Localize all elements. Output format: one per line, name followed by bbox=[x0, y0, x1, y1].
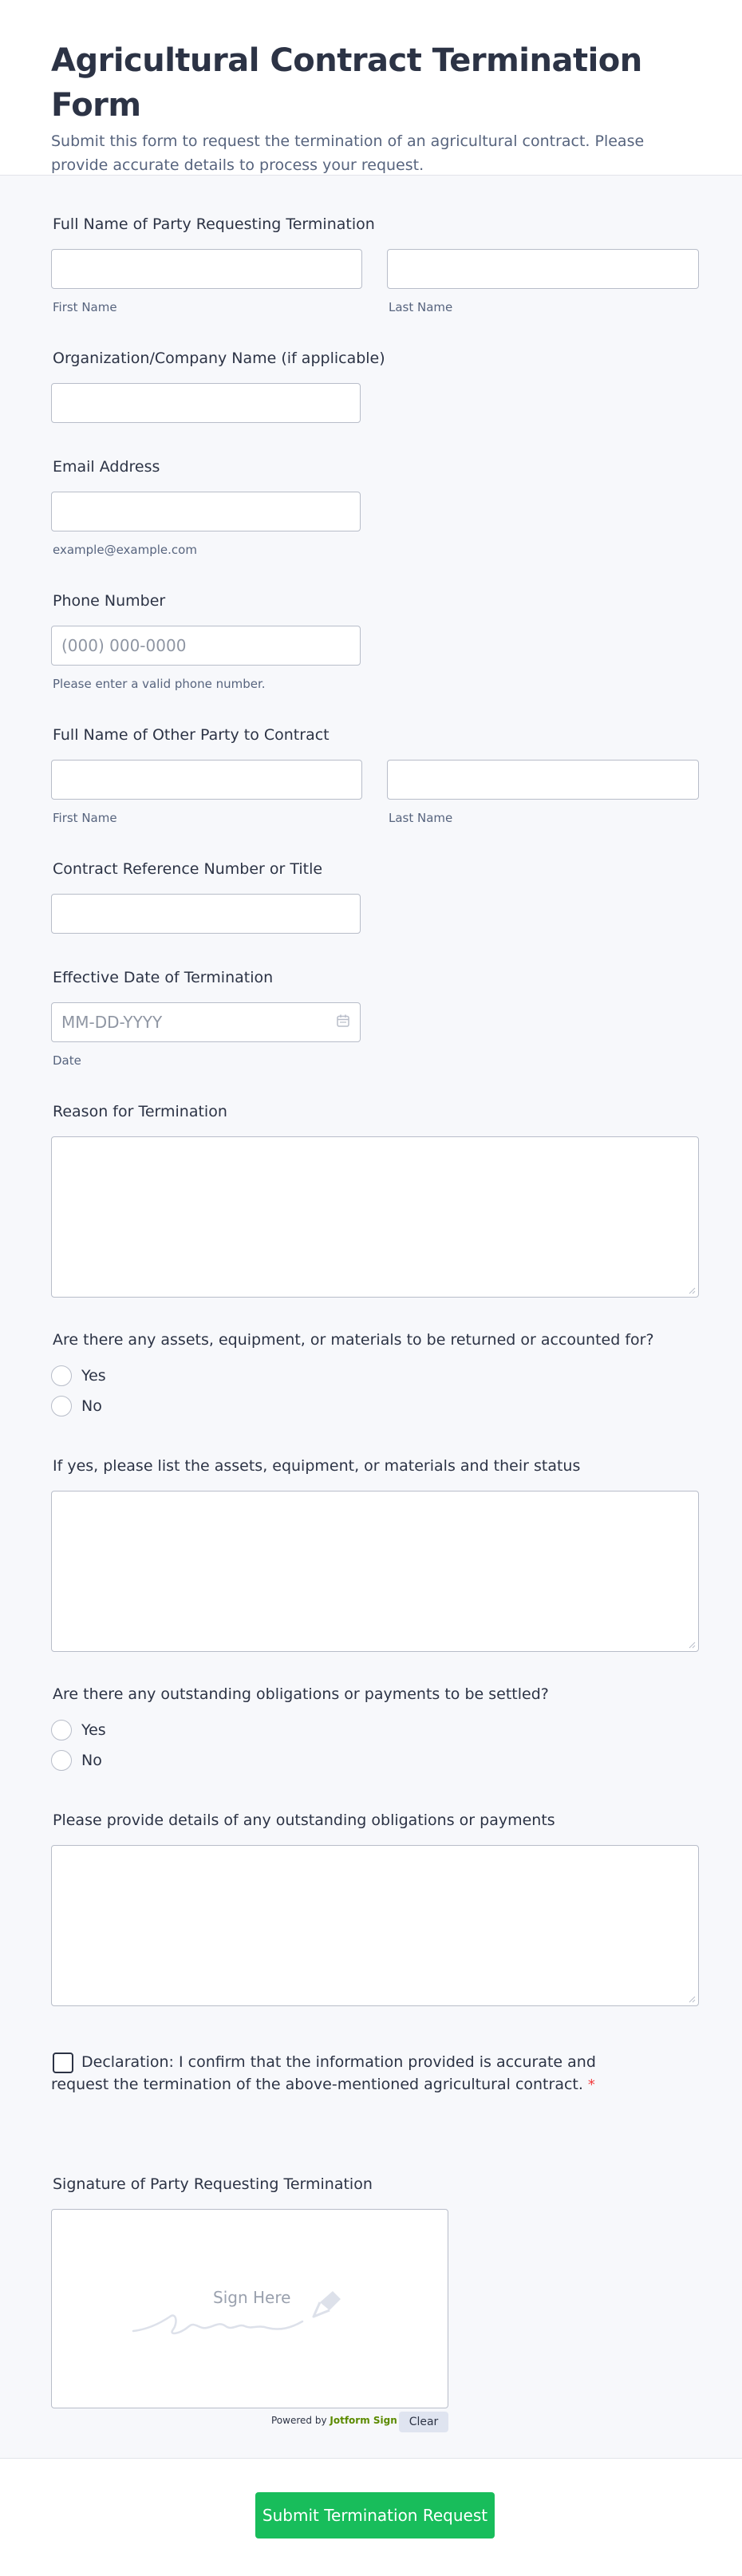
form-header bbox=[0, 0, 742, 176]
powered-prefix: Powered by bbox=[271, 2415, 327, 2426]
contract-ref-input[interactable] bbox=[51, 894, 361, 934]
requesting-last-name-sublabel: Last Name bbox=[389, 300, 453, 314]
form-title: Agricultural Contract Termination Form bbox=[51, 42, 642, 124]
declaration-line-2: request the termination of the above-mentioned agricultural contract. bbox=[51, 2076, 583, 2093]
resize-grip-icon[interactable] bbox=[689, 1642, 696, 1649]
obligations-yes-option[interactable] bbox=[51, 1720, 106, 1740]
reason-textarea[interactable] bbox=[51, 1136, 699, 1298]
obligations-yes-radio[interactable] bbox=[51, 1720, 72, 1740]
requesting-party-label: Full Name of Party Requesting Termination bbox=[53, 215, 375, 233]
obligations-no-radio[interactable] bbox=[51, 1750, 72, 1771]
effective-date-placeholder: MM-DD-YYYY bbox=[61, 1013, 163, 1032]
requesting-first-name-input[interactable] bbox=[51, 249, 362, 289]
form-subtitle: Submit this form to request the termination of an agricultural contract. Please provide accurate details to process your request. bbox=[51, 132, 645, 174]
obligations-no-option[interactable] bbox=[51, 1750, 102, 1771]
declaration-text bbox=[51, 2051, 610, 2096]
form-footer bbox=[0, 2458, 742, 2576]
effective-date-input[interactable] bbox=[51, 1002, 361, 1042]
other-first-name-input[interactable] bbox=[51, 760, 362, 800]
resize-grip-icon[interactable] bbox=[689, 1287, 696, 1294]
phone-label: Phone Number bbox=[53, 592, 166, 610]
assets-question-label: Are there any assets, equipment, or materials to be returned or accounted for? bbox=[53, 1331, 654, 1349]
signature-pad[interactable] bbox=[51, 2209, 448, 2408]
organization-label: Organization/Company Name (if applicable) bbox=[53, 350, 385, 367]
reason-label: Reason for Termination bbox=[53, 1103, 227, 1120]
requesting-first-name-sublabel: First Name bbox=[53, 300, 117, 314]
other-first-name-sublabel: First Name bbox=[53, 811, 117, 825]
other-last-name-input[interactable] bbox=[387, 760, 699, 800]
calendar-icon[interactable] bbox=[336, 1013, 350, 1032]
obligations-yes-label: Yes bbox=[81, 1721, 106, 1739]
obligations-details-label: Please provide details of any outstanding obligations or payments bbox=[53, 1811, 555, 1829]
signature-label: Signature of Party Requesting Termination bbox=[53, 2175, 373, 2193]
assets-yes-option[interactable] bbox=[51, 1365, 106, 1386]
organization-input[interactable] bbox=[51, 383, 361, 423]
phone-sublabel: Please enter a valid phone number. bbox=[53, 677, 266, 691]
assets-yes-radio[interactable] bbox=[51, 1365, 72, 1386]
email-input[interactable] bbox=[51, 492, 361, 531]
contract-ref-label: Contract Reference Number or Title bbox=[53, 860, 323, 878]
jotform-sign-brand[interactable]: Jotform Sign bbox=[330, 2415, 397, 2426]
email-sublabel: example@example.com bbox=[53, 543, 197, 557]
assets-list-label: If yes, please list the assets, equipment, or materials and their status bbox=[53, 1457, 581, 1475]
requesting-last-name-input[interactable] bbox=[387, 249, 699, 289]
assets-yes-label: Yes bbox=[81, 1367, 106, 1385]
resize-grip-icon[interactable] bbox=[689, 1996, 696, 2003]
signature-scribble-icon bbox=[132, 2282, 363, 2345]
other-last-name-sublabel: Last Name bbox=[389, 811, 453, 825]
obligations-question-label: Are there any outstanding obligations or payments to be settled? bbox=[53, 1685, 549, 1703]
other-party-label: Full Name of Other Party to Contract bbox=[53, 726, 330, 744]
obligations-no-label: No bbox=[81, 1752, 102, 1769]
signature-placeholder: Sign Here bbox=[213, 2288, 291, 2307]
clear-signature-button[interactable]: Clear bbox=[399, 2412, 448, 2432]
declaration-line-1: Declaration: I confirm that the information provided is accurate and bbox=[81, 2053, 596, 2071]
assets-no-label: No bbox=[81, 1397, 102, 1415]
effective-date-label: Effective Date of Termination bbox=[53, 969, 274, 986]
assets-no-radio[interactable] bbox=[51, 1396, 72, 1416]
email-label: Email Address bbox=[53, 458, 160, 476]
assets-no-option[interactable] bbox=[51, 1396, 102, 1416]
phone-input[interactable]: (000) 000-0000 bbox=[51, 626, 361, 666]
effective-date-sublabel: Date bbox=[53, 1053, 81, 1068]
powered-by-text bbox=[271, 2415, 397, 2426]
assets-list-textarea[interactable] bbox=[51, 1491, 699, 1652]
obligations-details-textarea[interactable] bbox=[51, 1845, 699, 2006]
required-asterisk: * bbox=[587, 2076, 595, 2093]
submit-button[interactable]: Submit Termination Request bbox=[255, 2492, 495, 2538]
declaration-line-2-wrap bbox=[51, 2073, 610, 2096]
